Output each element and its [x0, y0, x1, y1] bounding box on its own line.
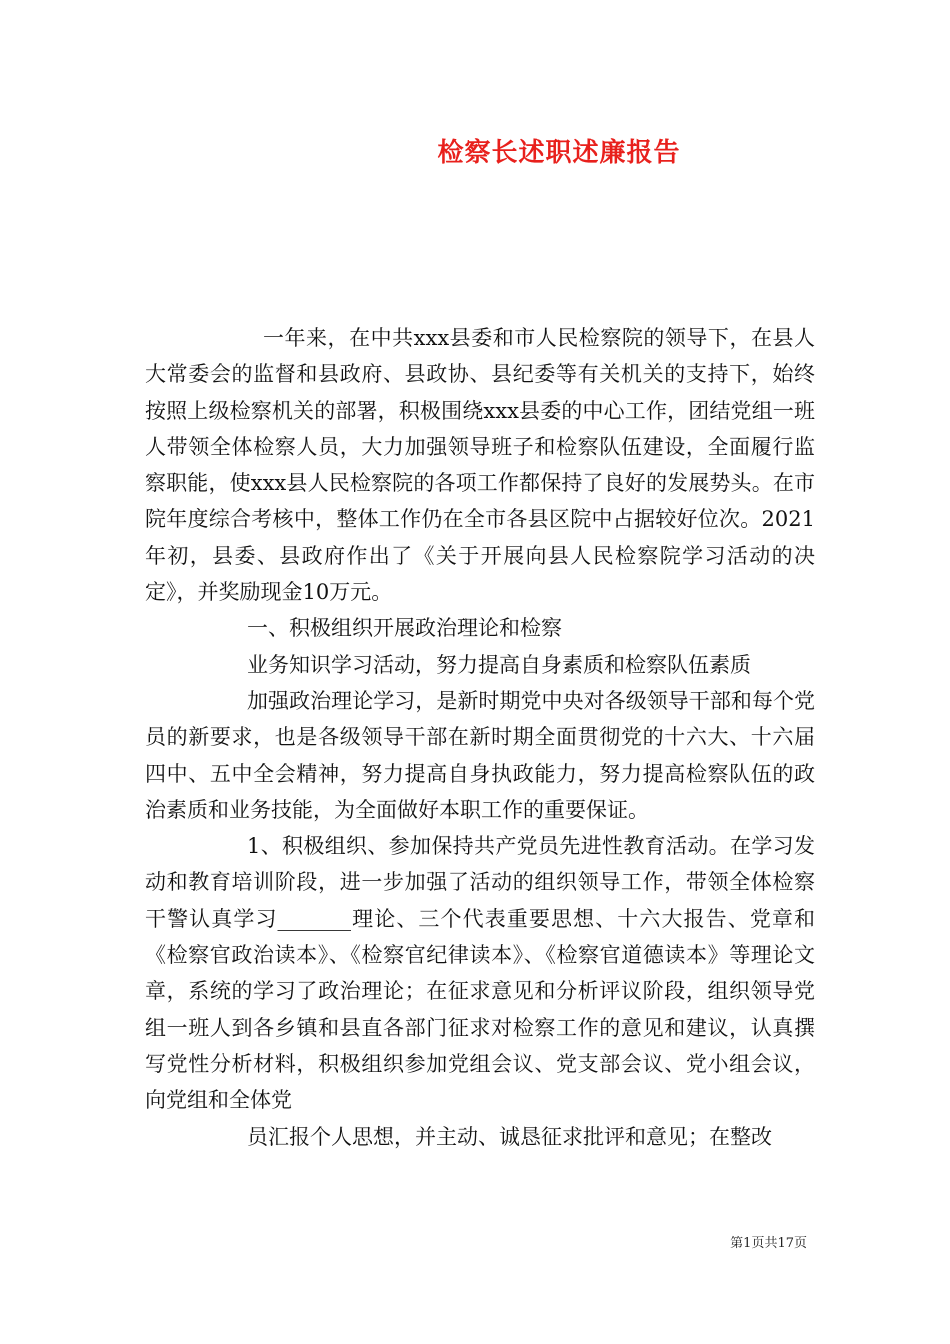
paragraph-political-study: 加强政治理论学习，是新时期党中央对各级领导干部和每个党员的新要求，也是各级领导干部在新时期全面贯彻党的十六大、十六届四中、五中全会精神，努力提高自身执政能力，努力提高检察队伍的政治素质和业务技能，为全面做好本职工作的重要保证。 [145, 688, 815, 822]
page-number: 第1页共17页 [730, 1236, 807, 1251]
paragraph-continuation: 员汇报个人思想，并主动、诚恳征求批评和意见；在整改 [247, 1124, 772, 1149]
section-heading-line-1: 一、积极组织开展政治理论和检察 [247, 616, 562, 641]
document-title: 检察长述职述廉报告 [437, 138, 681, 168]
section-heading-line-2: 业务知识学习活动，努力提高自身素质和检察队伍素质 [247, 652, 751, 677]
paragraph-intro: 一年来，在中共xxx县委和市人民检察院的领导下，在县人大常委会的监督和县政府、县政协、县纪委等有关机关的支持下，始终按照上级检察机关的部署，积极围绕xxx县委的中心工作，团结党组一班人带领全体检察人员，大力加强领导班子和检察队伍建设，全面履行监察职能，使xxx县人民检察院的各项工作都保持了良好的发展势头。在市院年度综合考核中，整体工作仍在全市各县区院中占据较好位次。2021年初，县委、县政府作出了《关于开展向县人民检察院学习活动的决定》，并奖励现金10万元。 [145, 326, 815, 605]
paragraph-item-1: 1、积极组织、参加保持共产党员先进性教育活动。在学习发动和教育培训阶段，进一步加强了活动的组织领导工作，带领全体检察干警认真学习_______理论、三个代表重要思想、十六大报告、党章和《检察官政治读本》、《检察官纪律读本》、《检察官道德读本》等理论文章，系统的学习了政治理论；在征求意见和分析评议阶段，组织领导党组一班人到各乡镇和县直各部门征求对检察工作的意见和建议，认真撰写党性分析材料，积极组织参加党组会议、党支部会议、党小组会议，向党组和全体党 [145, 834, 815, 1113]
document-body [145, 320, 815, 1155]
